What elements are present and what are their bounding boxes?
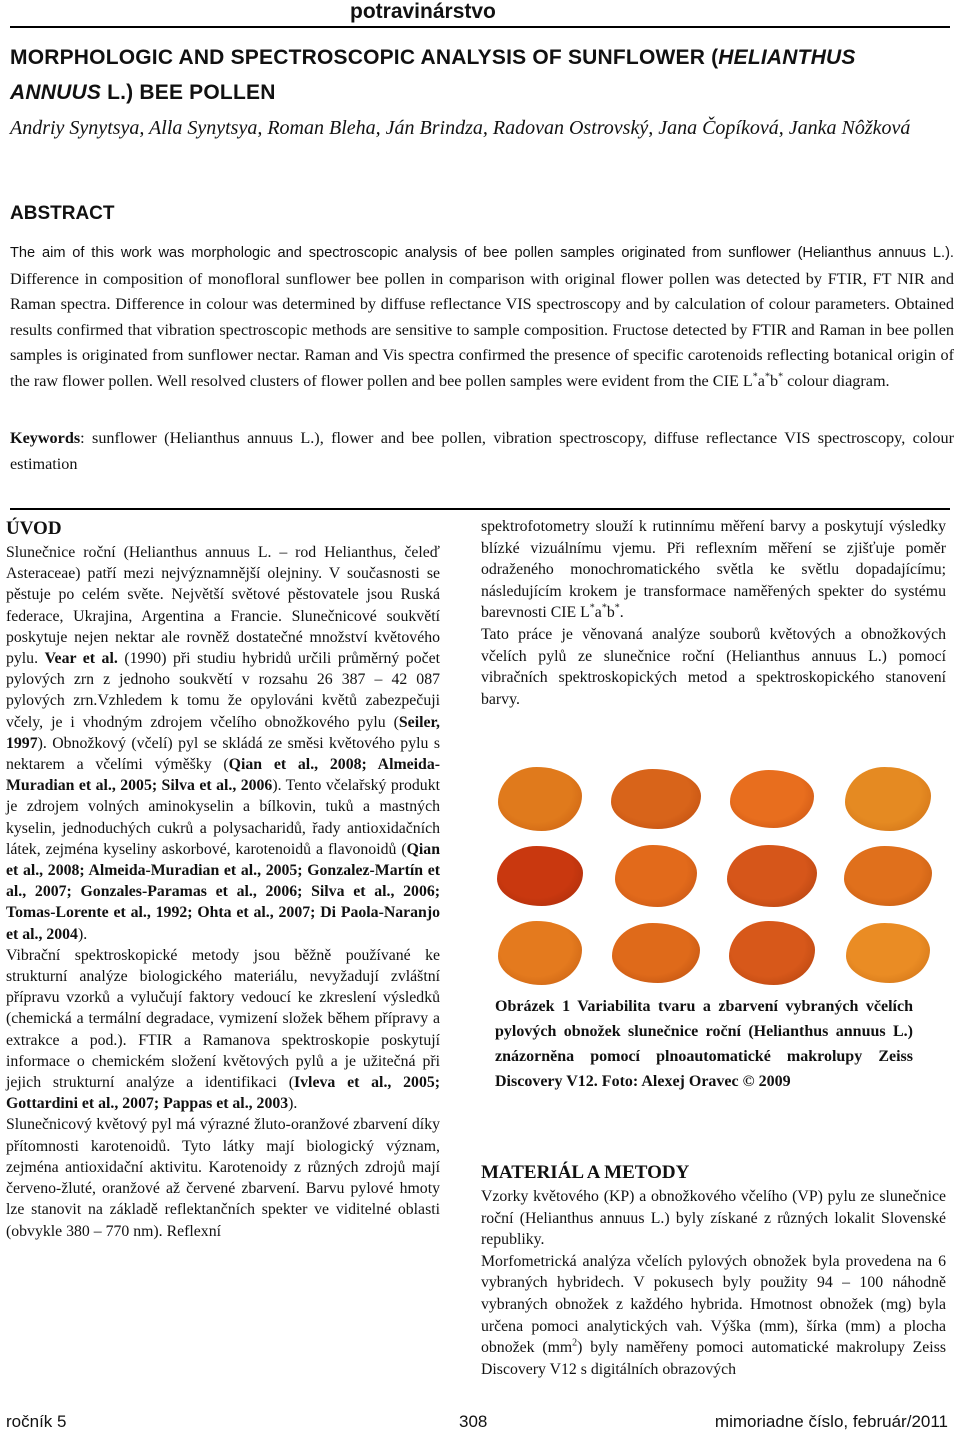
title-latin: HELIANTHUS ANNUUS	[10, 46, 856, 104]
right-paragraph-1: spektrofotometry slouží k rutinnímu měření barvy a poskytují výsledky blízké vizuálnímu vjemu. Při reflexním měření se zjišťuje poměr odraženého monochromatického světla ke světlu dopadajícímu; následujícím krokem je transformace naměřených spekter do systému barevnosti CIE L*a*b*.	[481, 518, 946, 622]
pollen-pellet	[611, 769, 701, 829]
uvod-paragraph-2: Vibrační spektroskopické metody jsou běžně používané ke strukturní analýze biologického materiálu, nevyžadují zvláštní přípravu vzorků a vylučují faktory vedoucí ke zkreslení výsledků (chemická a termální degradace, vymizení složek během přípravy a extrakce a pod.). FTIR a Ramanova spektroskopie poskytují informace o chemickém složení květových pylů a je užitečná při jejich strukturní analýze a identifikaci (Ivleva et al., 2005; Gottardini et al., 2007; Pappas et al., 2003).	[6, 946, 441, 1113]
pollen-pellet	[727, 845, 817, 907]
citation: Seiler, 1997	[6, 713, 440, 752]
keywords-text: : sunflower (Helianthus annuus L.), flower and bee pollen, vibration spectroscopy, diffuse reflectance VIS spectroscopy, colour estimation	[10, 429, 954, 473]
citation: Qian et al., 2008; Almeida-Muradian et al., 2005; Silva et al., 2006	[6, 756, 440, 795]
right-column-bottom	[481, 1160, 946, 1380]
uvod-heading: ÚVOD	[6, 518, 62, 539]
footer-issue: mimoriadne číslo, február/2011	[714, 1412, 948, 1431]
abstract-text: The aim of this work was morphologic and spectroscopic analysis of bee pollen samples originated from sunflower (Helianthus annuus L.). Difference in composition of monofloral sunflower bee pollen in comparison with original flower pollen was detected by FTIR, FT NIR and Raman spectra. Difference in colour was determined by diffuse reflectance VIS spectroscopy and by calculation of colour parameters. Obtained results confirmed that vibration spectroscopic methods are sensitive to sample composition. Fructose detected by FTIR and Raman in bee pollen samples is originated from sunflower nectar. Raman and Vis spectra confirmed the presence of specific carotenoids reflecting botanical origin of the raw flower pollen. Well resolved clusters of flower pollen and bee pollen samples were evident from the CIE L*a*b* colour diagram.	[10, 245, 954, 390]
material-heading: MATERIÁL A METODY	[481, 1162, 690, 1183]
uvod-paragraph-3: Slunečnicový květový pyl má výrazné žluto-oranžové zbarvení díky přítomnosti karotenoidů. Tyto látky mají biologický význam, zejména antioxidační aktivitu. Karotenoidy z různých zdrojů mají červeno-žluté, oranžové až červené zbarvení. Barvu pylové hmoty lze stanovit na základě reflektančních spekter ve viditelné oblasti (obvykle 380 – 770 nm). Reflexní	[6, 1116, 440, 1240]
footer-volume: ročník 5	[6, 1412, 67, 1431]
citation: Qian et al., 2008; Almeida-Muradian et al., 2005; Gonzalez-Martín et al., 2007; Gonzales-Paramas et al., 2006; Silva et al., 2006; Tomas-Lorente et al., 1992; Ohta et al., 2007; Di Paola-Naranjo et al., 2004	[6, 840, 440, 943]
pollen-pellet	[498, 767, 582, 831]
pollen-pellet	[497, 846, 583, 906]
abstract-tail: colour diagram.	[783, 371, 890, 390]
right-column-top	[481, 516, 946, 710]
header-rule	[10, 26, 950, 28]
title-part2: L.) BEE POLLEN	[101, 81, 276, 104]
uvod-paragraph-1: Slunečnice roční (Helianthus annuus L. – rod Helianthus, čeleď Asteraceae) patří mezi nejvýznamnější olejniny. V současnosti se pěstuje po celém světe. Největší světové pěstovatele jsou Ruská federace, Ukrajina, Argentina a Francie. Slunečnicové soukvětí poskytuje nejen nektar ale rovněž dostatečné množství květového pylu. Vear et al. (1990) při studiu hybridů určili průměrný počet pylových zrn z jednoho soukvětí v rozsahu 26 387 – 42 087 pylových zrn.Vzhledem k tomu že opylováni květů zabezpečuji včely, je i vhodným zdrojem včelího obnožkového pylu (Seiler, 1997). Obnožkový (včelí) pyl se skládá ze směsi květového pylu s nektarem a včelími výměšky (Qian et al., 2008; Almeida-Muradian et al., 2005; Silva et al., 2006). Tento včelařský produkt je zdrojem volných aminokyselin a bílkovin, tuků a mastných kyselin, jednoduchých cukrů a polysacharidů, řady antioxidačních látek, zejména kyseliny askorbové, karotenoidů a flavonoidů (Qian et al., 2008; Almeida-Muradian et al., 2005; Gonzalez-Martín et al., 2007; Gonzales-Paramas et al., 2006; Silva et al., 2006; Tomas-Lorente et al., 1992; Ohta et al., 2007; Di Paola-Naranjo et al., 2004).	[6, 544, 441, 943]
material-paragraph-1: Vzorky květového (KP) a obnožkového včelího (VP) pylu ze slunečnice roční (Helianthus annuus L.) byly získané z různých lokalit Slovenské republiky.	[481, 1188, 946, 1249]
pollen-pellet	[729, 921, 815, 985]
paper-title	[10, 40, 950, 110]
citation: Vear et al.	[44, 650, 118, 668]
abstract-body: Difference in composition of monofloral sunflower bee pollen in comparison with original flower pollen was detected by FTIR, FT NIR and Raman spectra. Difference in colour was determined by diffuse reflectance VIS spectroscopy and by calculation of colour parameters. Obtained results confirmed that vibration spectroscopic methods are sensitive to sample composition. Fructose detected by FTIR and Raman in bee pollen samples is originated from sunflower nectar. Raman and Vis spectra confirmed the presence of specific carotenoids reflecting botanical origin of the raw flower pollen. Well resolved clusters of flower pollen and bee pollen samples were evident from the CIE L	[10, 269, 954, 390]
material-paragraph-2: Morfometrická analýza včelích pylových obnožek byla provedena na 6 vybraných hybridech. V pokusech byly použity 94 – 100 náhodně vybraných obnožek z každého hybrida. Hmotnost obnožek (mg) byla určena pomoci analytických vah. Výška (mm), šírka (mm) a plocha obnožek $(mm^2)$ byly naměřeny pomoci automatické makrolupy Zeiss Discovery V12 s digitálních obrazových	[481, 1252, 946, 1378]
figure-caption: Obrázek 1 Variabilita tvaru a zbarvení vybraných včelích pylových obnožek slunečnice roční (Helianthus annuus L.) znázorněna pomocí plnoautomatické makrolupy Zeiss Discovery V12. Foto: Alexej Oravec © 2009	[495, 998, 913, 1090]
keywords-label: Keywords	[10, 429, 81, 447]
section-rule	[10, 508, 950, 510]
pollen-pellet	[730, 770, 814, 828]
pollen-pellet	[612, 923, 700, 983]
footer-page-number: 308	[459, 1412, 488, 1431]
pollen-pellet	[846, 923, 930, 983]
left-column	[6, 516, 440, 1242]
pollen-figure-image	[482, 760, 946, 992]
author-list: Andriy Synytsya, Alla Synytsya, Roman Bleha, Ján Brindza, Radovan Ostrovský, Jana Čopíková, Janka Nôžková	[10, 117, 911, 139]
abstract-first-sentence: The aim of this work was morphologic and spectroscopic analysis of bee pollen samples originated from sunflower (Helianthus annuus L.).	[10, 245, 954, 261]
pollen-pellet	[615, 845, 697, 907]
abstract-heading: ABSTRACT	[10, 203, 115, 224]
title-part1: MORPHOLOGIC AND SPECTROSCOPIC ANALYSIS OF SUNFLOWER (	[10, 46, 719, 69]
pollen-pellet	[498, 921, 582, 985]
citation: Ivleva et al., 2005; Gottardini et al., 2007; Pappas et al., 2003	[6, 1074, 441, 1113]
pollen-pellet	[845, 767, 931, 831]
right-paragraph-2: Tato práce je věnovaná analýze souborů květových a obnožkových včelích pylů ze slunečnice roční (Helianthus annuus L.) pomocí vibračních spektroskopických metod a spektroskopického stanovení barvy.	[481, 625, 946, 708]
keywords	[10, 426, 954, 477]
journal-name: potravinárstvo	[350, 0, 496, 23]
pollen-pellet	[844, 846, 932, 906]
